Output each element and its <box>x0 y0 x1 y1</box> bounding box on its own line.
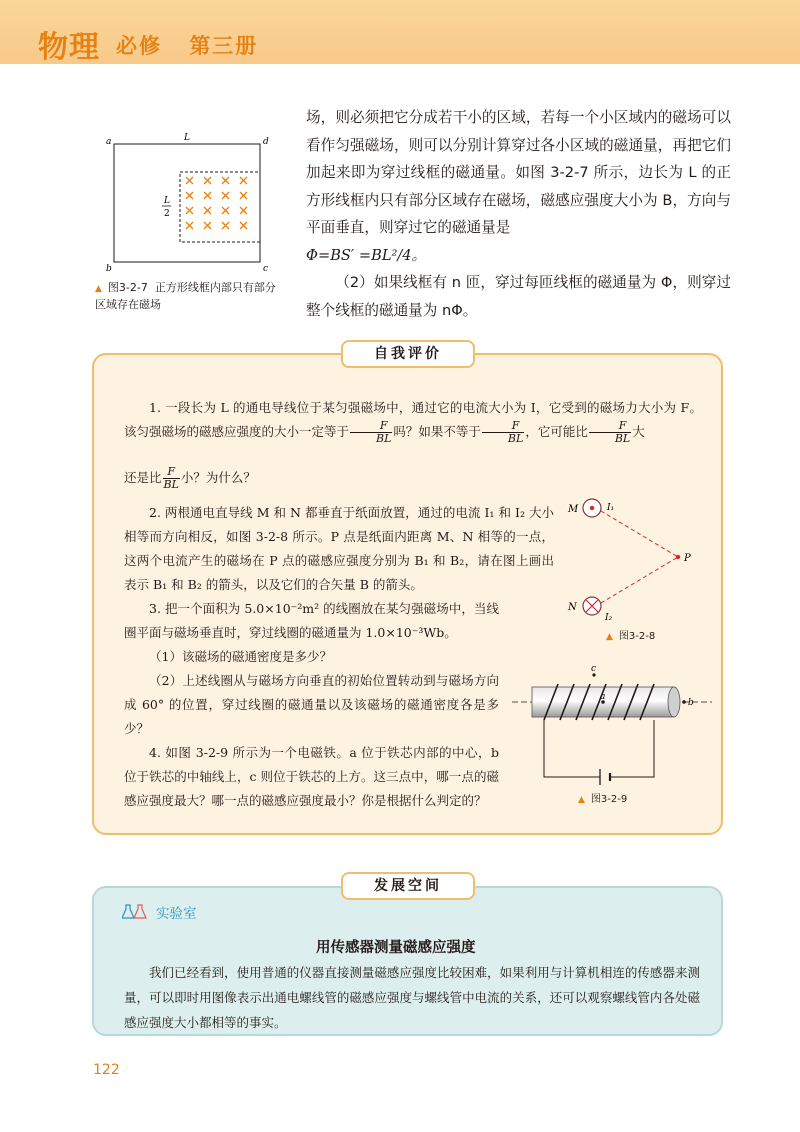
intro-paragraph-2: （2）如果线框有 n 匝，穿过每匝线框的磁通量为 Φ，则穿过整个线框的磁通量为 nΦ。 <box>306 274 731 319</box>
label-M: M <box>568 504 579 515</box>
figure-3-2-9 <box>512 662 712 787</box>
half-label-num: L <box>164 196 170 206</box>
page-number: 122 <box>93 1062 120 1078</box>
self-evaluation-title: 自我评价 <box>341 340 475 368</box>
intro-text <box>306 104 731 324</box>
lab-label: 实验室 <box>156 906 197 922</box>
book-title <box>116 30 276 60</box>
question-1: 1. 一段长为 L 的通电导线位于某匀强磁场中，通过它的电流大小为 I，它受到的磁场力大小为 F。该匀强磁场的磁感应强度的大小一定等于 $\frac{F}{BL}$ 吗？如果不等于 $\frac{F}{BL}$ ，它可能比 $\frac{F}{BL}$ 大 <box>124 400 702 445</box>
dot-out-icon <box>590 506 594 510</box>
fraction-F-BL: $\frac{F}{BL}$ <box>482 420 524 445</box>
subject-title: 物理 <box>38 30 100 65</box>
figure-3-2-7 <box>100 130 275 275</box>
lab-title: 用传感器测量磁感应强度 <box>316 940 476 956</box>
intro-formula: Φ=BS′ =BL²/4。 <box>306 246 427 264</box>
fraction-F-BL: $\frac{F}{BL}$ <box>589 420 631 445</box>
label-N: N <box>568 602 577 613</box>
corner-label-b: b <box>106 264 112 274</box>
point-a-label: a <box>600 692 606 702</box>
question-3: 3. 把一个面积为 5.0×10⁻²m² 的线圈放在某匀强磁场中，当线圈平面与磁场垂直时，穿过线圈的磁通量为 1.0×10⁻³Wb。 <box>124 601 499 640</box>
label-I2: I₂ <box>605 613 613 623</box>
figure-3-2-9-caption: ▲ 图3-2-9 <box>578 794 628 805</box>
corner-label-a: a <box>106 137 112 147</box>
book-part-1: 必修 <box>116 34 162 58</box>
figure-3-2-8-caption: ▲ 图3-2-8 <box>606 631 656 642</box>
half-label-den: 2 <box>164 209 170 219</box>
question-1-continued: 还是比 $\frac{F}{BL}$ 小？为什么？ <box>124 465 256 491</box>
label-P: P <box>684 553 691 564</box>
caption-number: 图3-2-7 <box>107 281 148 294</box>
question-2: 2. 两根通电直导线 M 和 N 都垂直于纸面放置，通过的电流 I₁ 和 I₂ 大小相等而方向相反，如图 3-2-8 所示。P 点是纸面内距离 M、N 相等的一点，这两个电流产生的磁场在 P 点的磁感应强度分别为 B₁ 和 B₂，请在图上画出表示 B₁ 和 B₂ 的箭头，以及它们的合矢量 B 的箭头。 <box>124 505 554 592</box>
caption-text: 正方形线框内部只有部分区域存在磁场 <box>95 281 276 311</box>
corner-label-c: c <box>263 264 269 274</box>
question-3-part-1: （1）该磁场的磁通密度是多少？ <box>149 649 332 664</box>
page-header <box>0 0 800 64</box>
label-I1: I₁ <box>607 503 615 513</box>
intro-paragraph-1: 场，则必须把它分成若干小的区域，若每一个小区域内的磁场可以看作匀强磁场，则可以分别计算穿过各小区域的磁通量，再把它们加起来即为穿过线框的磁通量。如图 3-2-7 所示，边长为 L 的正方形线框内只有部分区域存在磁场，磁感应强度大小为 B，方向与平面垂直，则穿过它的磁通量是 <box>306 109 731 236</box>
fraction-F-BL: $\frac{F}{BL}$ <box>163 465 179 491</box>
triangle-icon: ▲ <box>578 795 585 805</box>
triangle-icon: ▲ <box>606 632 613 642</box>
triangle-icon: ▲ <box>95 284 102 294</box>
fraction-F-BL: $\frac{F}{BL}$ <box>350 420 392 445</box>
lab-text: 我们已经看到，使用普通的仪器直接测量磁感应强度比较困难，如果利用与计算机相连的传感器来测量，可以即时用图像表示出通电螺线管的磁感应强度与螺线管中电流的关系，还可以观察螺线管内各处磁感应强度大小都相等的事实。 <box>124 965 700 1030</box>
point-b-label: b <box>688 698 694 708</box>
book-part-2: 第三册 <box>189 34 259 58</box>
question-4: 4. 如图 3-2-9 所示为一个电磁铁。a 位于铁芯内部的中心，b 位于铁芯的中轴线上，c 则位于铁芯的上方。这三点中，哪一点的磁感应强度最大？哪一点的磁感应强度最小？你是根据什么判定的？ <box>124 745 499 808</box>
magnetic-field-crosses <box>186 177 247 229</box>
question-3-part-2: （2）上述线圈从与磁场方向垂直的初始位置转动到与磁场方向成 60° 的位置，穿过线圈的磁通量以及该磁场的磁通密度各是多少？ <box>124 673 499 736</box>
corner-label-d: d <box>263 137 269 147</box>
figure-3-2-7-caption <box>95 280 280 313</box>
side-label-L: L <box>184 133 190 143</box>
point-c-label: c <box>591 664 597 674</box>
flask-icon <box>122 904 152 920</box>
point-P <box>676 555 680 559</box>
figure-3-2-8 <box>560 488 710 628</box>
development-title: 发展空间 <box>341 872 475 900</box>
